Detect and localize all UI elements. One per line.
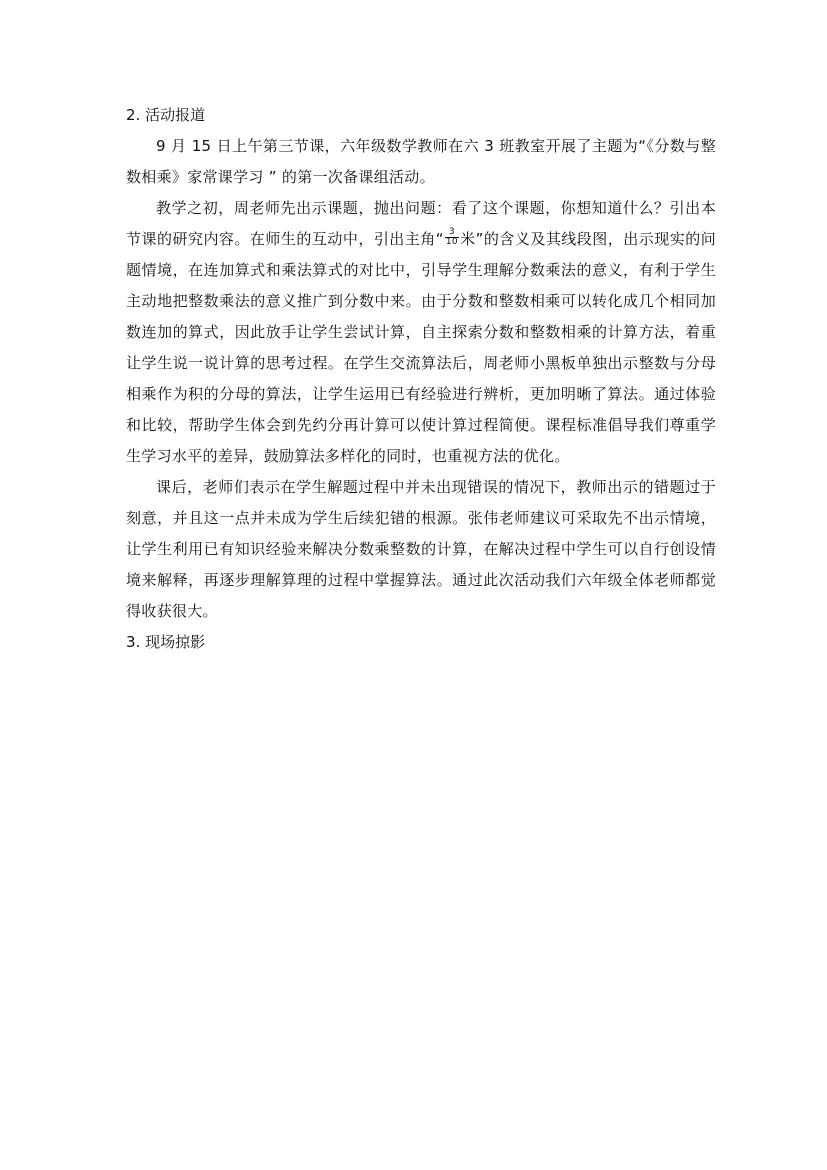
section-heading-activity-report: 2. 活动报道 bbox=[126, 106, 206, 124]
fraction-numerator: 3 bbox=[445, 228, 459, 238]
fraction-denominator: 10 bbox=[445, 237, 458, 247]
paragraph-teaching-process bbox=[126, 193, 716, 472]
paragraph-teaching-text-after: 米”的含义及其线段图，出示现实的问题情境，在连加算式和乘法算式的对比中，引导学生理解分数乘法的意义，有利于学生主动地把整数乘法的意义推广到分数中来。由于分数和整数相乘可以转化成几个相同加数连加的算式，因此放手让学生尝试计算，自主探索分数和整数相乘的计算方法，着重让学生说一说计算的思考过程。在学生交流算法后，周老师小黑板单独出示整数与分母相乘作为积的分母的算法，让学生运用已有经验进行辨析，更加明晰了算法。通过体验和比较，帮助学生体会到先约分再计算可以使计算过程简便。课程标准倡导我们尊重学生学习水平的差异，鼓励算法多样化的同时，也重视方法的优化。 bbox=[126, 230, 717, 465]
section-heading-scene-photos: 3. 现场掠影 bbox=[126, 633, 206, 651]
paragraph-activity-intro: 9 月 15 日上午第三节课，六年级数学教师在六 3 班教室开展了主题为“《分数与整数相乘》家常课学习 ” 的第一次备课组活动。 bbox=[126, 137, 716, 186]
document-body bbox=[126, 100, 716, 658]
fraction-three-tenths bbox=[445, 228, 459, 247]
paragraph-after-class: 课后，老师们表示在学生解题过程中并未出现错误的情况下，教师出示的错题过于刻意，并且这一点并未成为学生后续犯错的根源。张伟老师建议可采取先不出示情境，让学生利用已有知识经验来解决分数乘整数的计算，在解决过程中学生可以自行创设情境来解释，再逐步理解算理的过程中掌握算法。通过此次活动我们六年级全体老师都觉得收获很大。 bbox=[126, 478, 716, 620]
paragraph-teaching-text-before: 教学之初，周老师先出示课题，抛出问题：看了这个课题，你想知道什么？引出本节课的研究内容。在师生的互动中，引出主角“ bbox=[126, 199, 716, 248]
